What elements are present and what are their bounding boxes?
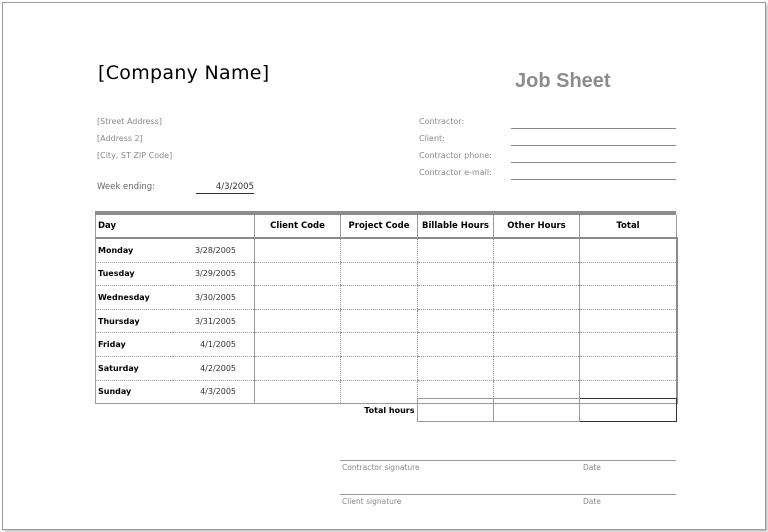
client-date-label: Date xyxy=(583,497,601,506)
client-code-cell[interactable] xyxy=(255,309,341,333)
project-code-cell[interactable] xyxy=(341,286,418,310)
table-row xyxy=(96,356,677,380)
totals-row xyxy=(340,398,677,422)
project-code-cell[interactable] xyxy=(341,333,418,357)
project-code-cell[interactable] xyxy=(341,356,418,380)
date-cell: 3/31/2005 xyxy=(173,309,255,333)
day-cell: Tuesday xyxy=(96,262,173,286)
contractor-email-field[interactable] xyxy=(511,179,676,180)
total-cell xyxy=(580,238,677,262)
total-cell xyxy=(580,262,677,286)
city-state-zip: [City, ST ZIP Code] xyxy=(97,151,173,160)
document-title: Job Sheet xyxy=(515,70,611,92)
week-ending-label: Week ending: xyxy=(97,182,156,192)
billable-hours-cell[interactable] xyxy=(418,309,494,333)
total-cell xyxy=(580,356,677,380)
client-code-cell[interactable] xyxy=(255,286,341,310)
table-row xyxy=(96,309,677,333)
contractor-signature-line[interactable] xyxy=(340,460,676,461)
total-cell xyxy=(580,309,677,333)
client-code-cell[interactable] xyxy=(255,238,341,262)
project-code-cell[interactable] xyxy=(341,309,418,333)
day-cell: Wednesday xyxy=(96,286,173,310)
billable-hours-cell[interactable] xyxy=(418,286,494,310)
date-cell: 4/1/2005 xyxy=(173,333,255,357)
client-code-cell[interactable] xyxy=(255,356,341,380)
date-cell: 3/28/2005 xyxy=(173,238,255,262)
header-total: Total xyxy=(580,215,677,238)
address-2: [Address 2] xyxy=(97,134,143,143)
table-row xyxy=(96,262,677,286)
header-client-code: Client Code xyxy=(255,215,341,238)
total-other-hours xyxy=(493,399,579,422)
client-code-cell[interactable] xyxy=(255,333,341,357)
date-cell: 4/2/2005 xyxy=(173,356,255,380)
client-signature-line[interactable] xyxy=(340,494,676,495)
day-cell: Saturday xyxy=(96,356,173,380)
grand-total xyxy=(579,399,676,422)
day-cell: Friday xyxy=(96,333,173,357)
billable-hours-cell[interactable] xyxy=(418,238,494,262)
header-day: Day xyxy=(96,215,255,238)
total-hours-label: Total hours xyxy=(364,405,415,415)
day-cell: Monday xyxy=(96,238,173,262)
other-hours-cell[interactable] xyxy=(494,238,580,262)
table-row xyxy=(96,286,677,310)
table-row xyxy=(96,333,677,357)
contractor-signature-label: Contractor signature xyxy=(342,463,420,472)
project-code-cell[interactable] xyxy=(341,262,418,286)
week-ending-value[interactable]: 4/3/2005 xyxy=(196,182,254,194)
other-hours-cell[interactable] xyxy=(494,356,580,380)
other-hours-cell[interactable] xyxy=(494,262,580,286)
client-field[interactable] xyxy=(511,145,676,146)
day-cell: Thursday xyxy=(96,309,173,333)
contractor-date-label: Date xyxy=(583,463,601,472)
billable-hours-cell[interactable] xyxy=(418,333,494,357)
client-code-cell[interactable] xyxy=(255,380,341,404)
contractor-label: Contractor: xyxy=(419,117,465,126)
client-signature-label: Client signature xyxy=(342,497,402,506)
table-header-row xyxy=(96,215,677,238)
company-name: [Company Name] xyxy=(98,62,270,84)
client-code-cell[interactable] xyxy=(255,262,341,286)
other-hours-cell[interactable] xyxy=(494,309,580,333)
date-cell: 3/29/2005 xyxy=(173,262,255,286)
header-billable-hours: Billable Hours xyxy=(418,215,494,238)
date-cell: 3/30/2005 xyxy=(173,286,255,310)
street-address: [Street Address] xyxy=(97,117,162,126)
hours-table xyxy=(95,215,678,404)
other-hours-cell[interactable] xyxy=(494,286,580,310)
day-cell: Sunday xyxy=(96,380,173,404)
billable-hours-cell[interactable] xyxy=(418,262,494,286)
client-label: Client: xyxy=(419,134,445,143)
project-code-cell[interactable] xyxy=(341,238,418,262)
total-cell xyxy=(580,286,677,310)
contractor-field[interactable] xyxy=(511,128,676,129)
contractor-phone-label: Contractor phone: xyxy=(419,151,492,160)
header-project-code: Project Code xyxy=(341,215,418,238)
header-other-hours: Other Hours xyxy=(494,215,580,238)
contractor-phone-field[interactable] xyxy=(511,162,676,163)
table-row xyxy=(96,238,677,262)
billable-hours-cell[interactable] xyxy=(418,356,494,380)
total-billable-hours xyxy=(417,399,493,422)
contractor-email-label: Contractor e-mail: xyxy=(419,168,492,177)
other-hours-cell[interactable] xyxy=(494,333,580,357)
date-cell: 4/3/2005 xyxy=(173,380,255,404)
total-cell xyxy=(580,333,677,357)
